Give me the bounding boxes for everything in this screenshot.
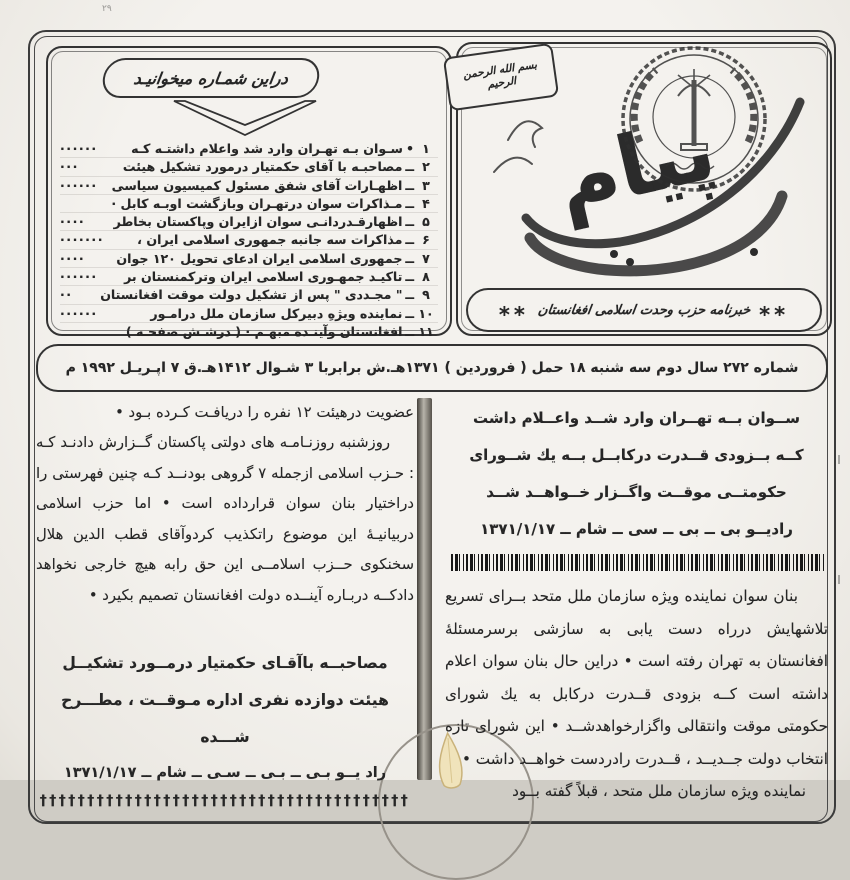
toc-item-separator: ــ (405, 305, 414, 321)
article-subheading-line: هیئت دوازده نفری اداره مـوقــت ، مطـــرح (61, 691, 389, 709)
toc-item-text: تاکیـد جمهـوری اسلامی ایران وترکمنستان بر (124, 269, 403, 285)
toc-item-separator: ــ (405, 214, 414, 230)
toc-item-number: ۱۱ (418, 323, 434, 339)
masthead-subtitle-oval: ** خبرنامه حزب وحدت اسلامی افغانستان ** (466, 288, 822, 332)
article-subheading-line: مصاحبــه باآقـای حکمتیار درمــورد تشکیــل (62, 654, 388, 672)
toc-item-dots: ······ (60, 269, 98, 285)
toc-item-separator: ــ (405, 159, 414, 175)
toc-item-text: افغانستان وآینـده مبهـم · ( درشـش صفحـه ) (125, 323, 403, 339)
article-paragraph: روزشنبه روزنـامـه های دولتی پاکستان گــزارش دادنـد کـه : حـزب اسلامی ازجمله ۷ گروهی بودنــد کـه چنین فهرستی را دراختیار بنان سوان قرارداده است • اما حزب اسلامی دربیانیـهٔ این موضوع راتکذیب کردوآقای قطب الدین هلال سخنکوی حــزب اسلامــی این حق رابه هیچ خارجی نخواهد دادکــه دربـاره آینــده دولت افغانستان تصمیم بکیرد • (36, 434, 414, 604)
toc-item-number: ۷ (422, 250, 430, 266)
scan-artifact (838, 575, 840, 584)
toc-item-number: ۱۰ (418, 305, 434, 321)
toc-item-text: نماینده ویژهِ دبیرکل سازمان ملل درامـور (150, 305, 403, 321)
toc-item (60, 231, 438, 249)
toc-header-label: دراین شمـاره میخوانیـد (132, 68, 290, 88)
toc-item-text: سـوان بـه تهـران وارد شد واعلام داشتـه کـه (131, 141, 403, 156)
toc-item-dots: ······ (60, 177, 98, 193)
toc-header (100, 58, 322, 98)
toc-item-number: ۶ (422, 232, 430, 248)
toc-item (60, 140, 438, 158)
toc-item-text: جمهوری اسلامی ایران ادعای تحویل ۱۲۰ جوان (116, 250, 403, 266)
toc-item-text: اظهارقـدردانـی سوان ازایران وپاکستان بخاطر (113, 214, 403, 230)
article-text-line: عضویت درهیئت ۱۲ نفره را دریافـت کـرده بـود • (115, 404, 414, 421)
arrow-down-icon (170, 98, 320, 140)
seal-icon (616, 44, 772, 196)
barcode-divider (451, 554, 826, 571)
toc-item (60, 158, 438, 176)
article-paragraph: نماینده ویژه سازمان ملل متحد ، قبلاً گفته بــود (512, 782, 806, 800)
masthead-subtitle: خبرنامه حزب وحدت اسلامی افغانستان (536, 302, 752, 318)
toc-item-text: مـذاکرات سوان درتهـران وبازگشت اوبـه کابل · (111, 195, 403, 211)
article-subheading-line: شـــده (200, 728, 250, 746)
dateline-bar (36, 344, 828, 392)
bismillah-text: بسم الله الرحمن الرحیم (462, 58, 538, 91)
article-source: راد یــو بـی ــ بـی ــ سـی ــ شام ــ ۱۳۷۱/۱/۱۷ (63, 765, 387, 781)
toc-item-text: مصاحبـه با آقای حکمتیار درمورد تشکیل هیئت (122, 159, 403, 175)
toc-item (60, 177, 438, 195)
toc-box (46, 46, 452, 339)
toc-list (60, 140, 438, 340)
article-column-right (445, 400, 828, 808)
toc-item-number: ۱ (422, 141, 430, 156)
toc-item-dots: ······· (60, 232, 104, 248)
column-divider (417, 398, 432, 780)
toc-item (60, 323, 438, 340)
toc-item-text: مذاکرات سه جانبه جمهوری اسلامی ایران ، (137, 232, 403, 248)
article-headline-line: ســوان بــه تهــران وارد شــد واعــلام داشت (472, 409, 801, 427)
toc-item (60, 250, 438, 268)
toc-item-dots: ···· (60, 214, 86, 230)
toc-item-dots: ·· (60, 287, 73, 303)
toc-item-dots: ···· (60, 250, 86, 266)
toc-item-separator: ــ (405, 287, 414, 303)
toc-item-number: ۵ (422, 214, 430, 230)
article-paragraph: بنان سوان نماینده ویژه سازمان ملل متحد بــرای تسریع تلاشهایش درراه دست یابی به سازشی برسرمسئلهٔ افغانستان به تهران رفته است • دراین حال بنان سوان اعلام داشته است کــه بزودی قــدرت درکابل به یك شورای حکومتی موقت وانتقالی واگزارخواهدشــد • این شورای تازه انتخاب دولت جــدیــد ، قــدرت رادردست خواهــد داشت • (445, 587, 828, 768)
dateline-text: شماره ۲۷۲ سال دوم سه شنبه ۱۸ حمل ( فروردین ) ۱۳۷۱هـ.ش برابربا ۳ شـوال ۱۴۱۲هـ.ق ۷ اپـریـل ۱۹۹۲ م (65, 360, 799, 376)
article-column-left (36, 398, 414, 809)
toc-item (60, 268, 438, 286)
toc-item-separator: ــ (405, 232, 414, 248)
toc-item-text: " مجـددی " پس از تشکیل دولت موقت افغانستان (100, 287, 403, 303)
article-headline-line: حکومتــی موقــت واگــزار خــواهــد شــد (486, 483, 787, 501)
toc-item-separator: ــ (405, 269, 414, 285)
toc-item-number: ۸ (422, 269, 430, 285)
toc-item-separator: ــ (405, 177, 414, 193)
scan-artifact (838, 455, 840, 464)
article-headline-line: کــه بــزودی قــدرت درکابــل بــه یك شــورای (469, 446, 804, 464)
toc-item-number: ۴ (422, 195, 430, 211)
toc-item-number: ۲ (422, 159, 430, 175)
toc-item-number: ۳ (422, 177, 430, 193)
toc-item (60, 213, 438, 231)
toc-item (60, 286, 438, 304)
toc-item (60, 305, 438, 323)
toc-item-text: اظهـارات آقای شفق مسئول کمیسیون سیاسی (111, 177, 403, 193)
toc-item-separator: ــ (405, 250, 414, 266)
toc-item-separator: ــ (405, 323, 414, 339)
toc-item-dots: ··· (60, 159, 79, 175)
toc-item-dots: ······ (60, 141, 98, 156)
toc-item-dots: ······ (60, 305, 98, 321)
toc-item-separator: • (405, 141, 414, 156)
toc-item-number: ۹ (422, 287, 430, 303)
cross-divider: ††††††††††††††††††††††††††††††††††††††† (39, 793, 411, 809)
scan-artifact: ٢٩ (102, 4, 112, 14)
article-source: رادیــو بی ــ بی ــ سی ــ شام ــ ۱۳۷۱/۱/۱۷ (480, 520, 793, 538)
toc-item (60, 195, 438, 213)
masthead-title-glyph: پیام (547, 100, 724, 232)
toc-item-separator: ــ (405, 195, 414, 211)
